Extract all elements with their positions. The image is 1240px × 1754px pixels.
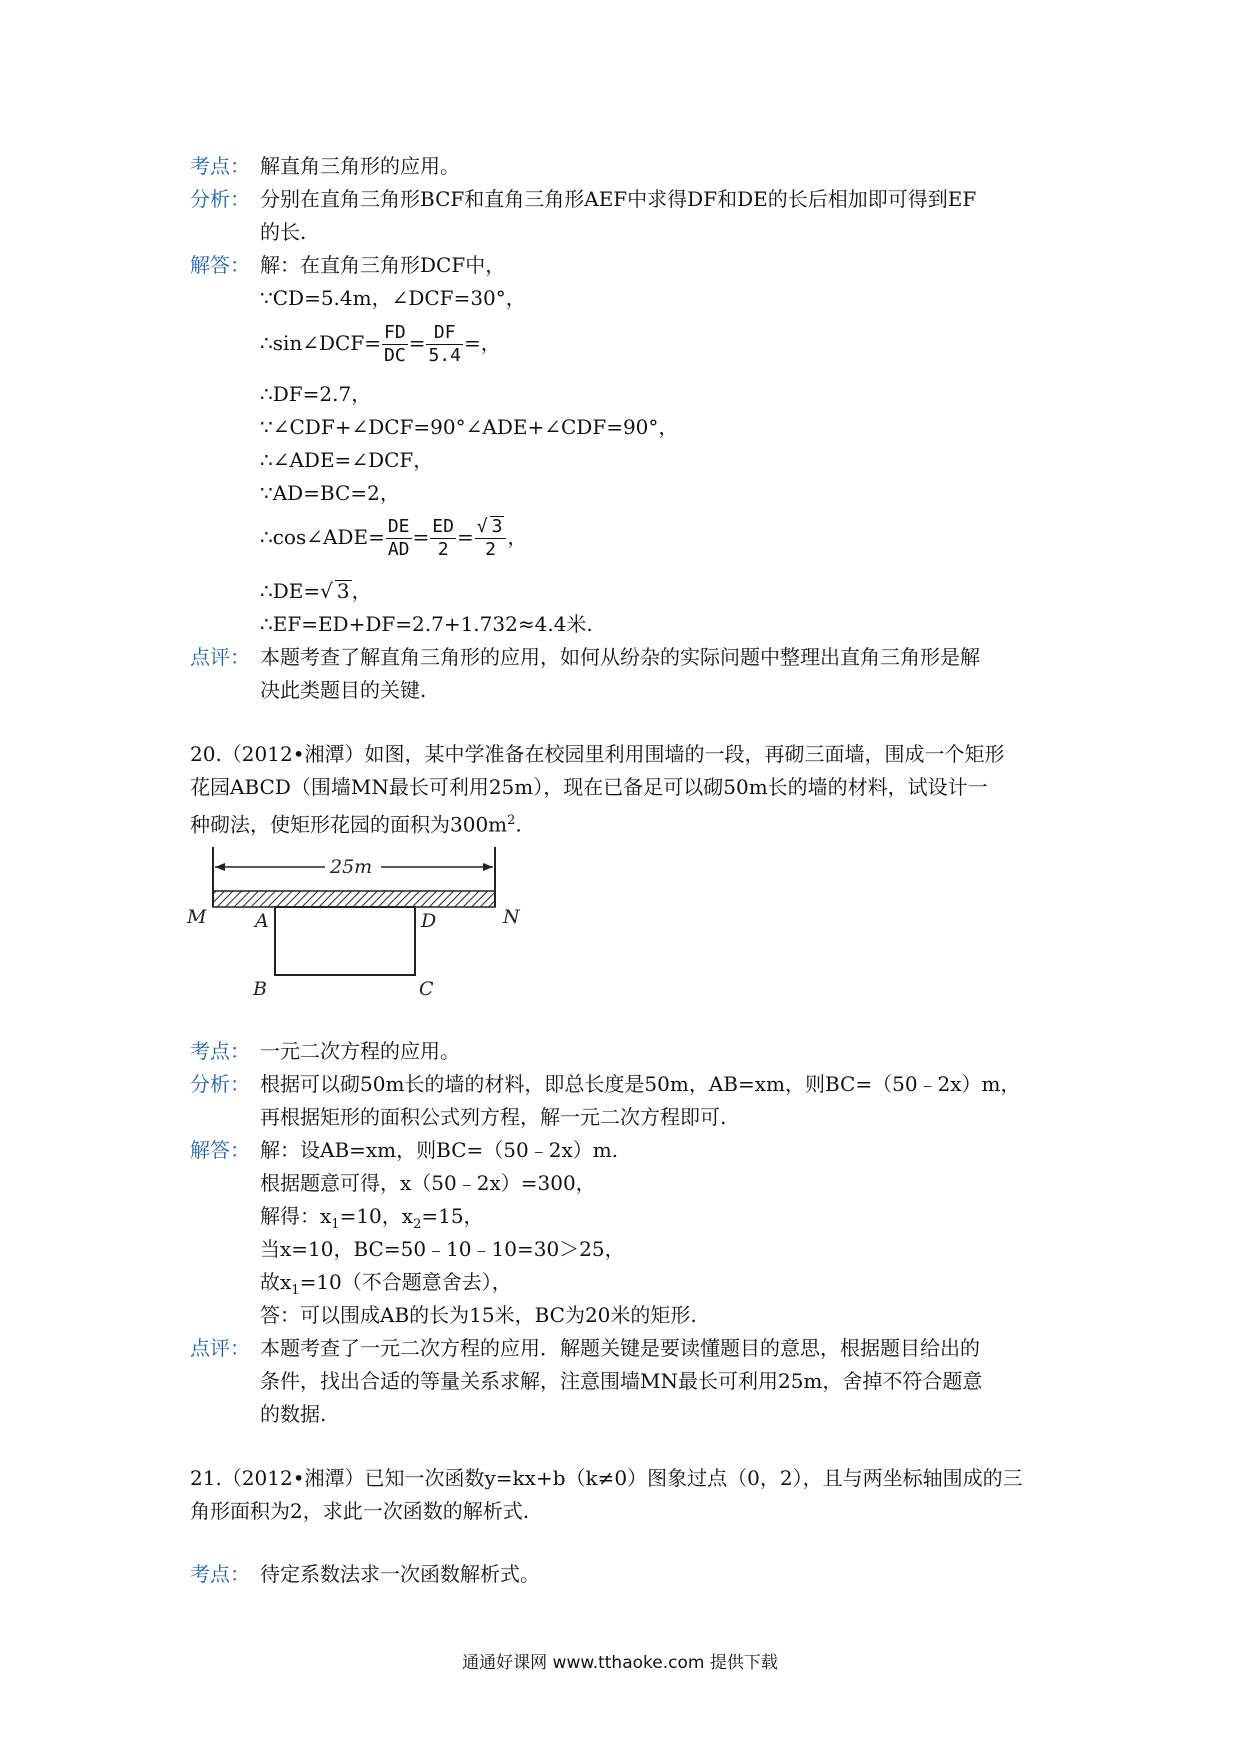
- question-20-line: 花园ABCD（围墙MN最长可利用25m），现在已备足可以砌50m长的墙的材料，试设计一: [190, 775, 988, 799]
- dianping-cont: 决此类题目的关键.: [260, 678, 427, 702]
- jieda-text: 解：在直角三角形DCF中，: [260, 253, 506, 277]
- dianping-row-20: [190, 1332, 1070, 1365]
- eq-text: ∴DE=: [260, 579, 321, 603]
- eq-text: =10，x: [339, 1204, 414, 1228]
- question-21-line: 角形面积为2，求此一次函数的解析式.: [190, 1499, 530, 1523]
- de-line: ∴DE=√ 3 ，: [260, 579, 372, 603]
- jieda-row-20: [190, 1134, 1070, 1167]
- fraction: [382, 322, 408, 367]
- jieda-line: 根据题意可得，x（50﹣2x）=300，: [260, 1171, 596, 1195]
- fenxi-cont-20: 再根据矩形的面积公式列方程，解一元二次方程即可.: [260, 1105, 727, 1129]
- jieda-line: 答：可以围成AB的长为15米，BC为20米的矩形.: [260, 1303, 697, 1327]
- jieda-label: 解答：: [190, 1138, 250, 1162]
- dianping-cont: 的数据.: [260, 1402, 327, 1426]
- question-20-line: [190, 804, 1070, 842]
- garden-figure: [185, 845, 525, 1005]
- point-a: A: [255, 910, 269, 932]
- denominator: 2: [437, 539, 449, 560]
- jieda-line: ∴DF=2.7，: [260, 382, 372, 406]
- eq-sign: =: [408, 331, 426, 355]
- q-text: 种砌法，使矩形花园的面积为300m: [190, 812, 508, 837]
- dianping-label: 点评：: [190, 645, 250, 669]
- eq-text: =10（不合题意舍去），: [299, 1270, 512, 1294]
- fenxi-text: 分别在直角三角形BCF和直角三角形AEF中求得DF和DE的长后相加即可得到EF: [260, 187, 977, 211]
- jieda-text: 解：设AB=xm，则BC=（50﹣2x）m.: [260, 1138, 619, 1162]
- superscript: 2: [507, 813, 516, 828]
- subscript: 2: [413, 1217, 422, 1232]
- jieda-line: ∵∠CDF+∠DCF=90°∠ADE+∠CDF=90°，: [260, 415, 679, 439]
- length-label: 25m: [330, 856, 373, 878]
- point-m: M: [187, 906, 207, 928]
- jieda-line: ∵AD=BC=2，: [260, 481, 400, 505]
- cos-equation: [260, 512, 1070, 562]
- dianping-text: 本题考查了一元二次方程的应用．解题关键是要读懂题目的意思，根据题目给出的: [260, 1336, 980, 1360]
- arrow-left-icon: [215, 863, 225, 871]
- kaodian-label: 考点：: [190, 1562, 250, 1586]
- kaodian-row-19: [190, 150, 1070, 183]
- jieda-row-19: [190, 249, 1070, 282]
- eq-text: ∴sin∠DCF=: [260, 331, 381, 355]
- eq-text: 解得：x: [260, 1204, 332, 1228]
- jieda-line: ∵CD=5.4m，∠DCF=30°，: [260, 286, 526, 310]
- radicand: 3: [491, 516, 503, 537]
- q-text: .: [515, 812, 522, 837]
- point-b: B: [253, 978, 267, 1000]
- question-20-line: 20.（2012•湘潭）如图，某中学准备在校园里利用围墙的一段，再砌三面墙，围成一个矩形: [190, 742, 1005, 766]
- kaodian-row-21: [190, 1558, 1070, 1591]
- numerator: ED: [432, 516, 454, 537]
- fenxi-row-19: [190, 183, 1070, 216]
- denominator: 2: [485, 539, 496, 560]
- jieda-label: 解答：: [190, 253, 250, 277]
- dianping-text: 本题考查了解直角三角形的应用，如何从纷杂的实际问题中整理出直角三角形是解: [260, 645, 980, 669]
- subscript: 1: [291, 1283, 300, 1298]
- eq-sign: =: [412, 525, 430, 549]
- jieda-line: 当x=10，BC=50﹣10﹣10=30＞25，: [260, 1237, 625, 1261]
- wall-mn: [213, 891, 495, 907]
- kaodian-text: 解直角三角形的应用。: [260, 154, 460, 178]
- numerator: √ 3: [475, 516, 507, 539]
- radicand: 3: [336, 579, 350, 603]
- eq-text: ，: [507, 525, 528, 549]
- fenxi-cont-19: 的长.: [260, 220, 307, 244]
- kaodian-row-20: [190, 1035, 1070, 1068]
- garden-rect: [275, 907, 415, 975]
- subscript: 1: [331, 1217, 340, 1232]
- numerator: DF: [426, 322, 463, 345]
- fraction: [386, 516, 412, 561]
- point-n: N: [503, 906, 520, 928]
- fraction: [430, 516, 456, 561]
- kaodian-label: 考点：: [190, 154, 250, 178]
- numerator: FD: [384, 322, 406, 343]
- jieda-line: ∴EF=ED+DF=2.7+1.732≈4.4米.: [260, 612, 593, 636]
- fenxi-row-20: [190, 1068, 1070, 1101]
- numerator: DE: [387, 516, 410, 537]
- denominator: DC: [384, 345, 406, 366]
- point-d: D: [421, 910, 437, 932]
- question-21-line: 21.（2012•湘潭）已知一次函数y=kx+b（k≠0）图象过点（0，2），且与两坐标轴围成的三: [190, 1466, 1023, 1490]
- sin-equation: [260, 318, 1070, 368]
- fraction: [475, 516, 507, 561]
- kaodian-text: 一元二次方程的应用。: [260, 1039, 460, 1063]
- fraction: [426, 322, 463, 367]
- page-footer: 通通好课网 www.tthaoke.com 提供下载: [462, 1653, 778, 1673]
- point-c: C: [419, 978, 434, 1000]
- kaodian-text: 待定系数法求一次函数解析式。: [260, 1562, 540, 1586]
- denominator: 5.4: [428, 345, 461, 366]
- fenxi-text: 根据可以砌50m长的墙的材料，即总长度是50m，AB=xm，则BC=（50﹣2x）m，: [260, 1072, 1021, 1096]
- fenxi-label: 分析：: [190, 187, 250, 211]
- eq-text: =，: [463, 331, 501, 355]
- dianping-cont: 条件，找出合适的等量关系求解，注意围墙MN最长可利用25m，舍掉不符合题意: [260, 1369, 983, 1393]
- eq-sign: =: [456, 525, 474, 549]
- eq-text: =15，: [421, 1204, 484, 1228]
- jieda-line: ∴∠ADE=∠DCF，: [260, 448, 434, 472]
- dianping-row-19: [190, 641, 1070, 674]
- fenxi-label: 分析：: [190, 1072, 250, 1096]
- eq-text: ，: [351, 579, 372, 603]
- eq-text: 故x: [260, 1270, 292, 1294]
- kaodian-label: 考点：: [190, 1039, 250, 1063]
- dianping-label: 点评：: [190, 1336, 250, 1360]
- arrow-right-icon: [483, 863, 493, 871]
- eq-text: ∴cos∠ADE=: [260, 525, 385, 549]
- denominator: AD: [387, 539, 410, 560]
